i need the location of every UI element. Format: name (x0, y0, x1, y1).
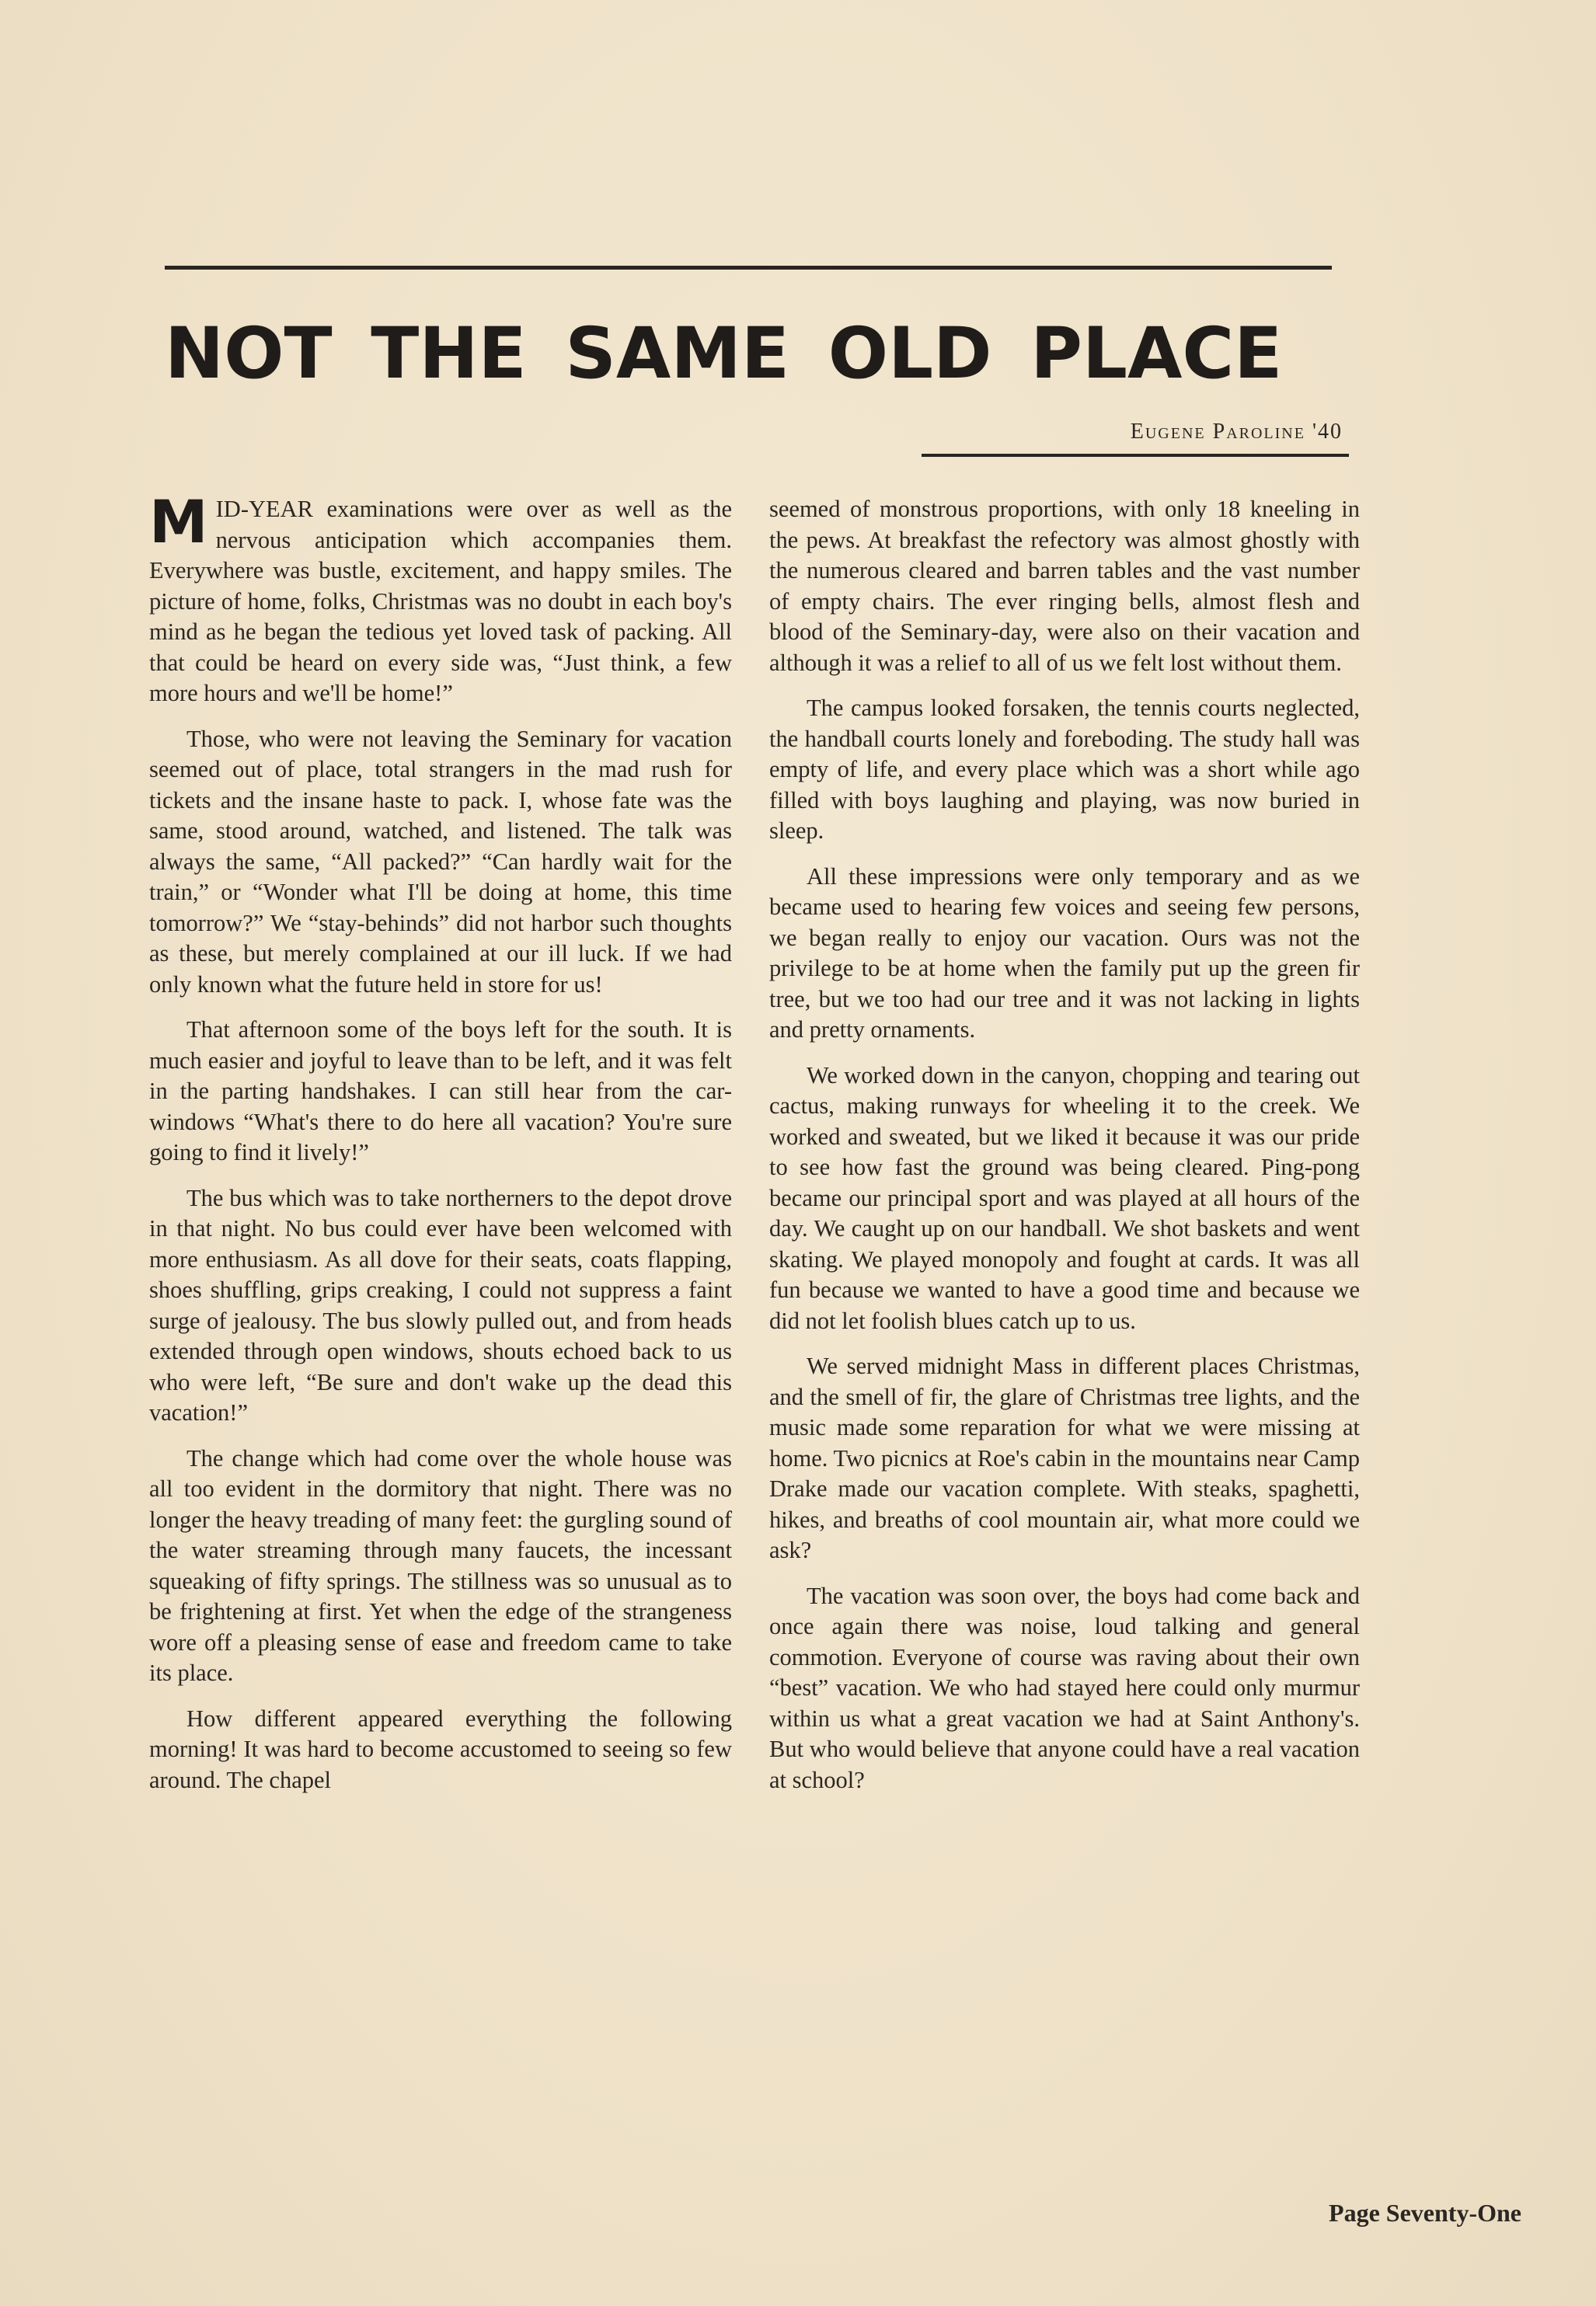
top-rule (165, 266, 1332, 270)
paragraph: The campus looked forsaken, the tennis courts neglected, the handball courts lonely and foreboding. The study hall was empty of life, and every place which was a short while ago filled with boys laughing and playing, was now buried in sleep. (769, 695, 1360, 844)
paragraph: The bus which was to take northerners to the depot drove in that night. No bus could ever have been welcomed with more enthusiasm. As all dove for their seats, coats flapping, shoes shuffling, grips creaking, I could not suppress a faint surge of jealousy. The bus slowly pulled out, and from heads extended through open windows, shouts echoed back to us who were left, “Be sure and don't wake up the dead this vacation!” (149, 1184, 732, 1426)
article-title: NOT THE SAME OLD PLACE (165, 313, 1283, 395)
paragraph: That afternoon some of the boys left for the south. It is much easier and joyful to leave than to be left, and it was felt in the parting handshakes. I can still hear from the car-windows “What's there to do here all vacation? You're sure going to find it lively!” (149, 1016, 732, 1165)
paragraph: How different appeared everything the following morning! It was hard to become accustomed to seeing so few around. The chapel (149, 1705, 732, 1793)
opening-paragraph-text: ID-YEAR examinations were over as well as the nervous anticipation which accompanies them. Everywhere was bustle, excitement, and happy smiles. The picture of home, folks, Christmas was no doubt in each boy's mind as he began the tedious yet loved task of packing. All that could be heard on every side was, “Just think, a few more hours and we'll be home!” (149, 496, 732, 706)
paragraph: All these impressions were only temporary and as we became used to hearing few voices and seeing few persons, we began really to enjoy our vacation. Ours was not the privilege to be at home when the family put up the green fir tree, but we too had our tree and it was not lacking in lights and pretty ornaments. (769, 862, 1360, 1043)
opening-paragraph (149, 487, 732, 709)
byline: Eugene Paroline '40 (1130, 420, 1343, 444)
right-column (769, 494, 1360, 1810)
page-number: Page Seventy-One (1329, 2199, 1521, 2227)
paragraph: The vacation was soon over, the boys had come back and once again there was noise, loud talking and general commotion. Everyone of course was raving about their own “best” vacation. We who had stayed here could only murmur within us what a great vacation we had at Saint Anthony's. But who would believe that anyone could have a real vacation at school? (769, 1582, 1360, 1793)
drop-cap: M (149, 487, 208, 556)
left-column (149, 487, 732, 1810)
paragraph: We served midnight Mass in different places Christmas, and the smell of fir, the glare of Christmas tree lights, and the music made some reparation for what we were missing at home. Two picnics at Roe's cabin in the mountains near Camp Drake made our vacation complete. With steaks, spaghetti, hikes, and breaths of cool mountain air, what more could we ask? (769, 1353, 1360, 1563)
paragraph: The change which had come over the whole house was all too evident in the dormitory that night. There was no longer the heavy treading of many feet: the gurgling sound of the water streaming through many faucets, the incessant squeaking of fifty springs. The stillness was so unusual as to be frightening at first. Yet when the edge of the strangeness wore off a pleasing sense of ease and freedom came to take its place. (149, 1444, 732, 1686)
paragraph: Those, who were not leaving the Seminary for vacation seemed out of place, total strangers in the mad rush for tickets and the insane haste to pack. I, whose fate was the same, stood around, watched, and listened. The talk was always the same, “All packed?” “Can hardly wait for the train,” or “Wonder what I'll be doing at home, this time tomorrow?” We “stay-behinds” did not harbor such thoughts as these, but merely complained at our ill luck. If we had only known what the future held in store for us! (149, 725, 732, 998)
paragraph-continued: seemed of monstrous proportions, with only 18 kneeling in the pews. At breakfast the refectory was almost ghostly with the numerous cleared and barren tables and the vast number of empty chairs. The ever ringing bells, almost flesh and blood of the Seminary-day, were also on their vacation and although it was a relief to all of us we felt lost without them. (769, 496, 1360, 676)
paragraph: We worked down in the canyon, chopping and tearing out cactus, making runways for wheeling it to the creek. We worked and sweated, but we liked it because it was our pride to see how fast the ground was being cleared. Ping-pong became our principal sport and was played at all hours of the day. We caught up on our handball. We shot baskets and went skating. We played monopoly and fought at cards. It was all fun because we wanted to have a good time and because we did not let foolish blues catch up to us. (769, 1061, 1360, 1334)
byline-rule (922, 454, 1349, 457)
